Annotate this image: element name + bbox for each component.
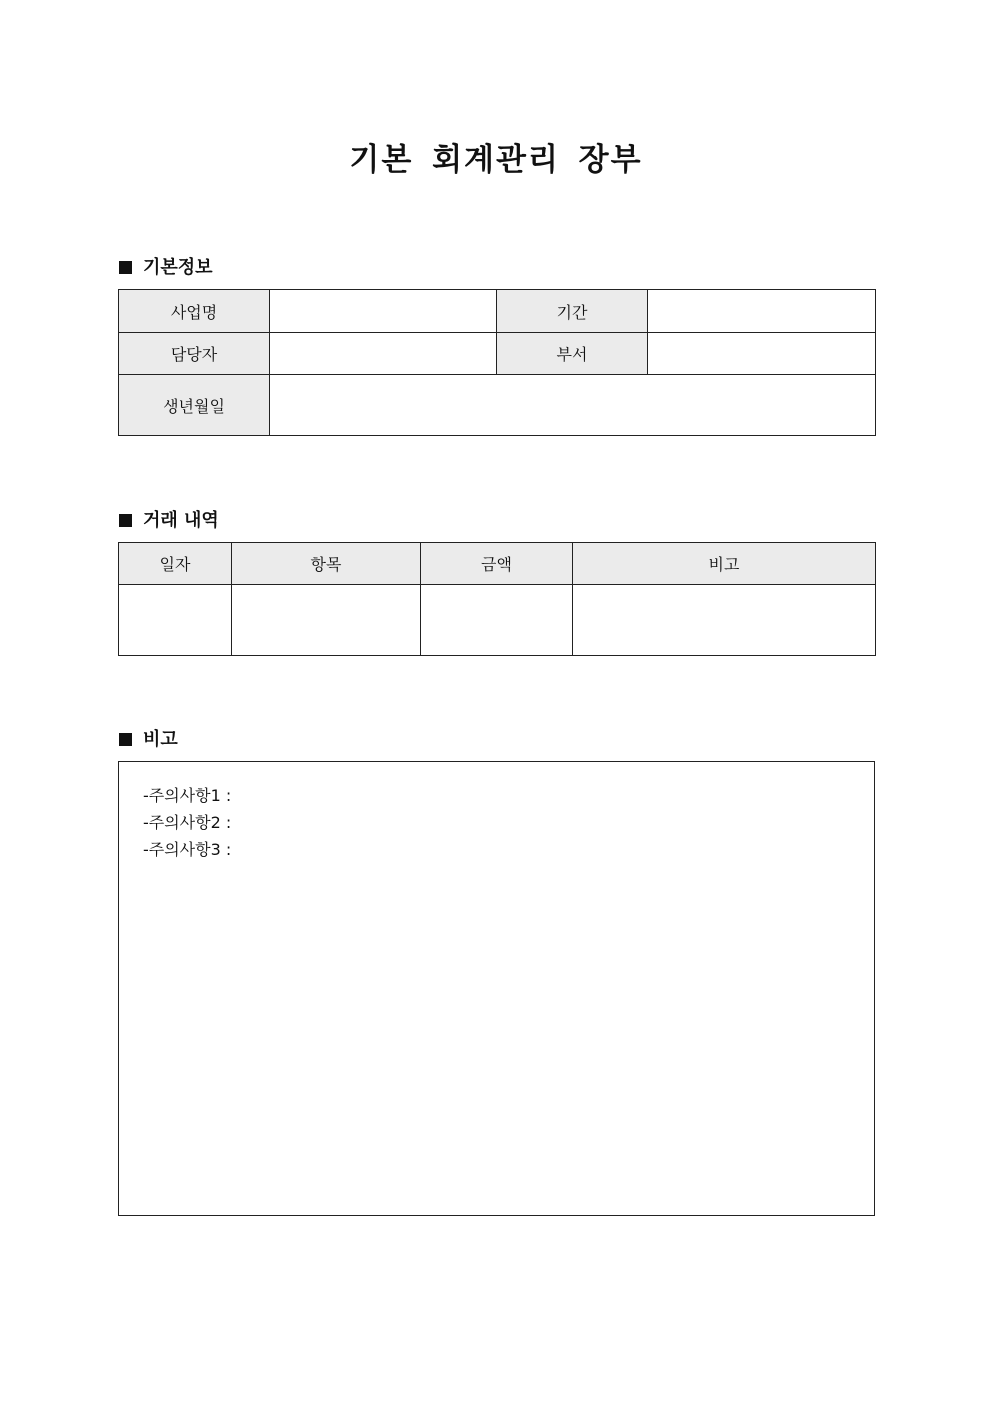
section-heading-basic-info — [119, 253, 213, 279]
remarks-cell[interactable] — [573, 585, 876, 656]
business-name-label: 사업명 — [119, 290, 270, 333]
list-item: -주의사항3 : — [143, 840, 232, 859]
section-heading-label: 비고 — [143, 729, 178, 750]
column-header-date: 일자 — [119, 543, 232, 585]
period-label: 기간 — [497, 290, 648, 333]
page-title: 기본 회계관리 장부 — [349, 142, 643, 178]
birthdate-label: 생년월일 — [119, 375, 270, 436]
column-header-item: 항목 — [232, 543, 421, 585]
department-field[interactable] — [648, 333, 876, 375]
column-header-remarks: 비고 — [573, 543, 876, 585]
table-row — [119, 585, 876, 656]
amount-cell[interactable] — [421, 585, 573, 656]
manager-field[interactable] — [270, 333, 497, 375]
basic-info-table — [118, 289, 876, 436]
section-heading-notes — [119, 725, 178, 751]
column-header-amount: 금액 — [421, 543, 573, 585]
period-field[interactable] — [648, 290, 876, 333]
date-cell[interactable] — [119, 585, 232, 656]
square-bullet-icon — [119, 733, 132, 746]
square-bullet-icon — [119, 514, 132, 527]
list-item: -주의사항1 : — [143, 786, 232, 805]
table-row — [119, 290, 876, 333]
list-item: -주의사항2 : — [143, 813, 232, 832]
notes-box[interactable] — [118, 761, 875, 1216]
square-bullet-icon — [119, 261, 132, 274]
section-heading-transactions — [119, 506, 219, 532]
item-cell[interactable] — [232, 585, 421, 656]
birthdate-field[interactable] — [270, 375, 876, 436]
table-row — [119, 333, 876, 375]
department-label: 부서 — [497, 333, 648, 375]
business-name-field[interactable] — [270, 290, 497, 333]
manager-label: 담당자 — [119, 333, 270, 375]
section-heading-label: 기본정보 — [143, 257, 213, 278]
table-row — [119, 375, 876, 436]
section-heading-label: 거래 내역 — [143, 510, 219, 531]
table-header-row — [119, 543, 876, 585]
transactions-table — [118, 542, 876, 656]
notes-list — [143, 782, 231, 863]
